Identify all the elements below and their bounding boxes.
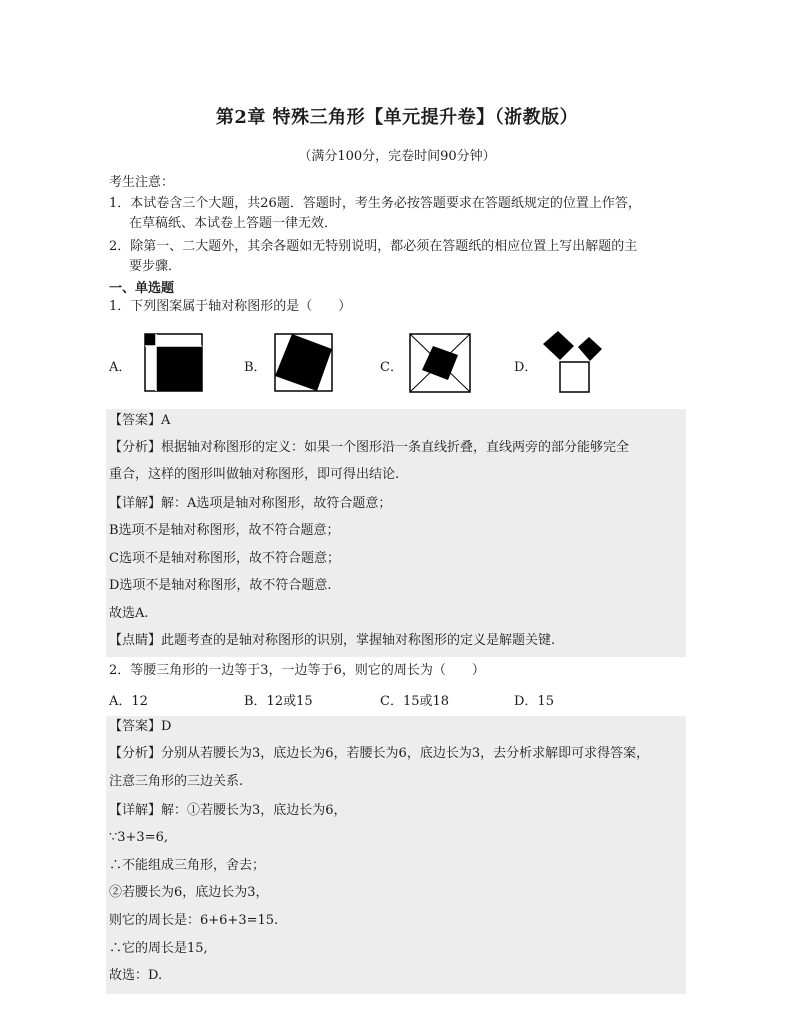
q2-analysis-cont: 注意三角形的三边关系. <box>109 774 244 789</box>
option-c-label: C． <box>380 360 403 375</box>
q2-choice-b: B．12或15 <box>244 694 313 709</box>
q2-analysis: 【分析】分别从若腰长为3，底边长为6，若腰长为6，底边长为3，去分析求解即可求得答案， <box>109 746 650 761</box>
option-d-label: D． <box>514 360 538 375</box>
q1-detail-c: C选项不是轴对称图形，故不符合题意； <box>109 551 340 566</box>
q2-detail-3: ∴不能组成三角形，舍去； <box>109 858 266 873</box>
q2-choice-a: A．12 <box>109 694 148 709</box>
q1-comment: 【点睛】此题考查的是轴对称图形的识别，掌握轴对称图形的定义是解题关键. <box>109 633 556 648</box>
section-heading: 一、单选题 <box>109 281 175 296</box>
page-subtitle: （满分100分，完卷时间90分钟） <box>298 149 496 164</box>
q1-analysis-cont: 重合，这样的图形叫做轴对称图形，即可得出结论. <box>109 467 400 482</box>
notice-heading: 考生注意： <box>109 175 175 190</box>
q2-detail-6: ∴它的周长是15, <box>109 941 208 956</box>
notice-item-2: 2．除第一、二大题外，其余各题如无特别说明，都必须在答题纸的相应位置上写出解题的主 <box>109 239 638 254</box>
notice-item-1: 1．本试卷含三个大题，共26题．答题时，考生务必按答题要求在答题纸规定的位置上作答， <box>109 196 641 211</box>
notice-item-2-cont: 要步骤． <box>129 259 182 274</box>
q1-conclusion: 故选A. <box>109 606 149 621</box>
q2-detail: 【详解】解：①若腰长为3，底边长为6， <box>109 803 347 818</box>
q2-choice-d: D．15 <box>514 694 554 709</box>
q1-answer: 【答案】A <box>109 413 171 428</box>
option-c-figure <box>408 330 472 394</box>
question-1-stem: 1．下列图案属于轴对称图形的是（ ） <box>109 299 352 314</box>
q1-detail: 【详解】解：A选项是轴对称图形，故符合题意； <box>109 496 392 511</box>
option-a-figure <box>143 330 205 394</box>
page-title: 第2章 特殊三角形【单元提升卷】（浙教版） <box>215 107 579 128</box>
q2-choice-c: C．15或18 <box>380 694 450 709</box>
option-b-label: B． <box>244 360 267 375</box>
q1-detail-d: D选项不是轴对称图形，故不符合题意. <box>109 578 332 593</box>
q1-analysis: 【分析】根据轴对称图形的定义：如果一个图形沿一条直线折叠，直线两旁的部分能够完全 <box>109 440 630 455</box>
question-2-choices <box>109 690 669 708</box>
option-a-label: A． <box>109 360 132 375</box>
q2-conclusion: 故选：D. <box>109 968 163 983</box>
q2-detail-2: ∵3+3=6, <box>109 830 169 845</box>
q1-detail-b: B选项不是轴对称图形，故不符合题意； <box>109 523 340 538</box>
question-1-figures <box>109 330 629 396</box>
q2-detail-4: ②若腰长为6，底边长为3， <box>109 885 269 900</box>
q2-answer: 【答案】D <box>109 719 172 734</box>
question-2-stem: 2．等腰三角形的一边等于3，一边等于6，则它的周长为（ ） <box>109 663 485 678</box>
q2-detail-5: 则它的周长是：6+6+3=15. <box>109 913 279 928</box>
notice-item-1-cont: 在草稿纸、本试卷上答题一律无效． <box>129 216 338 231</box>
option-d-figure <box>541 330 607 396</box>
option-b-figure <box>273 330 335 394</box>
